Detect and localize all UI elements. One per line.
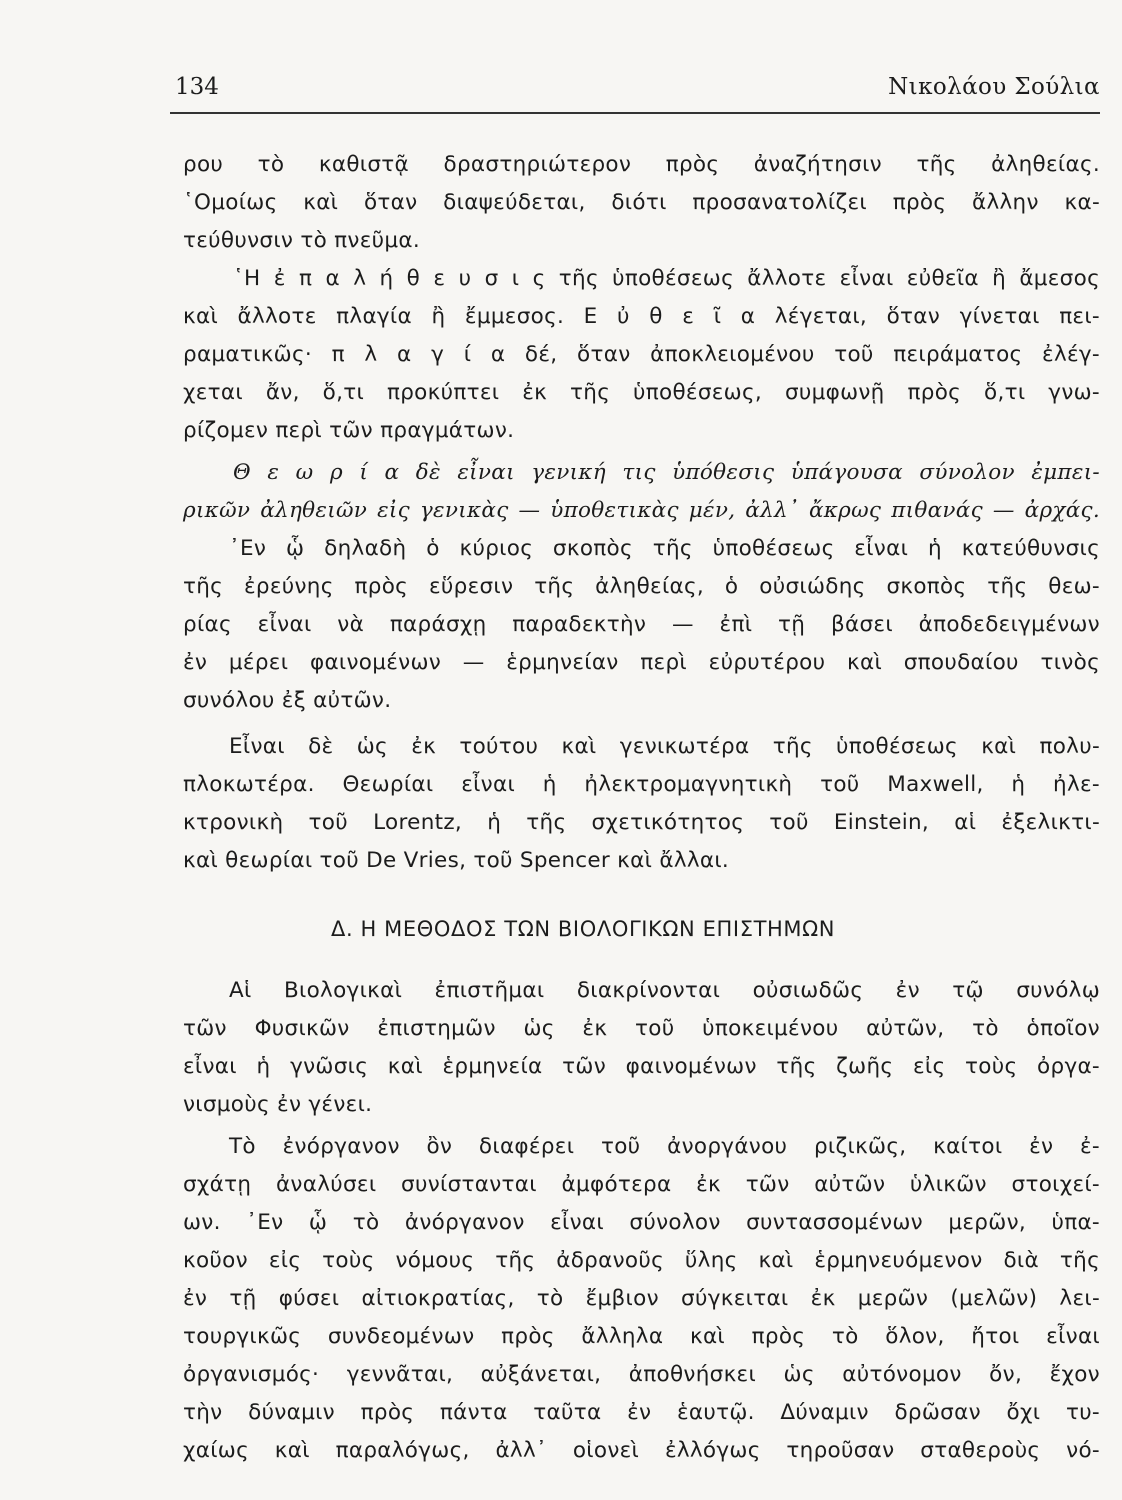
text-line: ᾽Εν ᾧ δηλαδὴ ὁ κύριος σκοπὸς τῆς ὑποθέσεως εἶναι ἡ κατεύθυνσις bbox=[229, 536, 1100, 561]
text-line: τὴν δύναμιν πρὸς πάντα ταῦτα ἐν ἑαυτῷ. Δύναμιν δρῶσαν ὄχι τυ- bbox=[183, 1400, 1100, 1425]
text-line: ραματικῶς· π λ α γ ί α δέ, ὅταν ἀποκλειομένου τοῦ πειράματος ἐλέγ- bbox=[183, 342, 1100, 367]
text-line: ἐν τῇ φύσει αἰτιοκρατίας, τὸ ἔμβιον σύγκειται ἐκ μερῶν (μελῶν) λει- bbox=[183, 1286, 1100, 1311]
text-line: κτρονικὴ τοῦ Lorentz, ἡ τῆς σχετικότητος τοῦ Einstein, αἱ ἐξελικτι- bbox=[183, 810, 1100, 835]
text-line: χεται ἄν, ὅ,τι προκύπτει ἐκ τῆς ὑποθέσεως, συμφωνῇ πρὸς ὅ,τι γνω- bbox=[183, 380, 1100, 405]
text-line: εἶναι ἡ γνῶσις καὶ ἑρμηνεία τῶν φαινομένων τῆς ζωῆς εἰς τοὺς ὀργα- bbox=[183, 1054, 1100, 1079]
text-line: Τὸ ἐνόργανον ὂν διαφέρει τοῦ ἀνοργάνου ριζικῶς, καίτοι ἐν ἐ- bbox=[229, 1134, 1100, 1159]
header-rule bbox=[170, 112, 1100, 114]
text-line: νισμοὺς ἐν γένει. bbox=[183, 1092, 373, 1117]
page-number: 134 bbox=[175, 74, 219, 100]
text-line: πλοκωτέρα. Θεωρίαι εἶναι ἡ ἠλεκτρομαγνητικὴ τοῦ Maxwell, ἡ ἠλε- bbox=[183, 772, 1100, 797]
text-line: σχάτῃ ἀναλύσει συνίστανται ἀμφότερα ἐκ τῶν αὐτῶν ὑλικῶν στοιχεί- bbox=[183, 1172, 1100, 1197]
text-line: κοῦον εἰς τοὺς νόμους τῆς ἀδρανοῦς ὕλης καὶ ἑρμηνευόμενον διὰ τῆς bbox=[183, 1248, 1100, 1273]
text-line: καὶ ἄλλοτε πλαγία ἢ ἔμμεσος. Ε ὐ θ ε ῖ α λέγεται, ὅταν γίνεται πει- bbox=[183, 304, 1100, 329]
text-line: καὶ θεωρίαι τοῦ De Vries, τοῦ Spencer καὶ ἄλλαι. bbox=[183, 848, 730, 873]
text-line: ὀργανισμός· γεννᾶται, αὐξάνεται, ἀποθνήσκει ὡς αὐτόνομον ὄν, ἔχον bbox=[183, 1362, 1100, 1387]
text-line: Θ ε ω ρ ί α δὲ εἶναι γενική τις ὑπόθεσις ὑπάγουσα σύνολον ἐμπει- bbox=[233, 460, 1100, 485]
running-header bbox=[175, 74, 1100, 110]
text-line: Αἱ Βιολογικαὶ ἐπιστῆμαι διακρίνονται οὐσιωδῶς ἐν τῷ συνόλῳ bbox=[229, 978, 1100, 1003]
text-line: ἐν μέρει φαινομένων — ἑρμηνείαν περὶ εὐρυτέρου καὶ σπουδαίου τινὸς bbox=[183, 650, 1100, 675]
text-line: τῆς ἐρεύνης πρὸς εὕρεσιν τῆς ἀληθείας, ὁ οὐσιώδης σκοπὸς τῆς θεω- bbox=[183, 574, 1100, 599]
text-line: ῾Η ἐ π α λ ή θ ε υ σ ι ς τῆς ὑποθέσεως ἄλλοτε εἶναι εὐθεῖα ἢ ἄμεσος bbox=[233, 266, 1100, 291]
text-line: ρικῶν ἀληθειῶν εἰς γενικὰς — ὑποθετικὰς μέν, ἀλλ᾽ ἄκρως πιθανάς — ἀρχάς. bbox=[183, 498, 1100, 523]
text-line: ρίζομεν περὶ τῶν πραγμάτων. bbox=[183, 418, 515, 443]
text-line: Εἶναι δὲ ὡς ἐκ τούτου καὶ γενικωτέρα τῆς ὑποθέσεως καὶ πολυ- bbox=[229, 734, 1100, 759]
text-line: ρου τὸ καθιστᾷ δραστηριώτερον πρὸς ἀναζήτησιν τῆς ἀληθείας. bbox=[183, 152, 1100, 177]
text-line: τῶν Φυσικῶν ἐπιστημῶν ὡς ἐκ τοῦ ὑποκειμένου αὐτῶν, τὸ ὁποῖον bbox=[183, 1016, 1100, 1041]
text-line: ῾Ομοίως καὶ ὅταν διαψεύδεται, διότι προσανατολίζει πρὸς ἄλλην κα- bbox=[183, 190, 1100, 215]
text-line: τουργικῶς συνδεομένων πρὸς ἄλληλα καὶ πρὸς τὸ ὅλον, ἤτοι εἶναι bbox=[183, 1324, 1100, 1349]
section-heading: Δ. Η ΜΕΘΟΔΟΣ ΤΩΝ ΒΙΟΛΟΓΙΚΩΝ ΕΠΙΣΤΗΜΩΝ bbox=[331, 917, 836, 941]
text-line: χαίως καὶ παραλόγως, ἀλλ᾽ οἱονεὶ ἐλλόγως τηροῦσαν σταθεροὺς νό- bbox=[183, 1438, 1100, 1463]
running-head-author: Νικολάου Σούλια bbox=[888, 74, 1100, 100]
body-text bbox=[183, 146, 1100, 1470]
text-line: ων. ᾽Εν ᾧ τὸ ἀνόργανον εἶναι σύνολον συντασσομένων μερῶν, ὑπα- bbox=[183, 1210, 1100, 1235]
text-line: συνόλου ἐξ αὐτῶν. bbox=[183, 688, 392, 713]
text-line: ρίας εἶναι νὰ παράσχῃ παραδεκτὴν — ἐπὶ τῇ βάσει ἀποδεδειγμένων bbox=[183, 612, 1100, 637]
text-line: τεύθυνσιν τὸ πνεῦμα. bbox=[183, 228, 420, 253]
